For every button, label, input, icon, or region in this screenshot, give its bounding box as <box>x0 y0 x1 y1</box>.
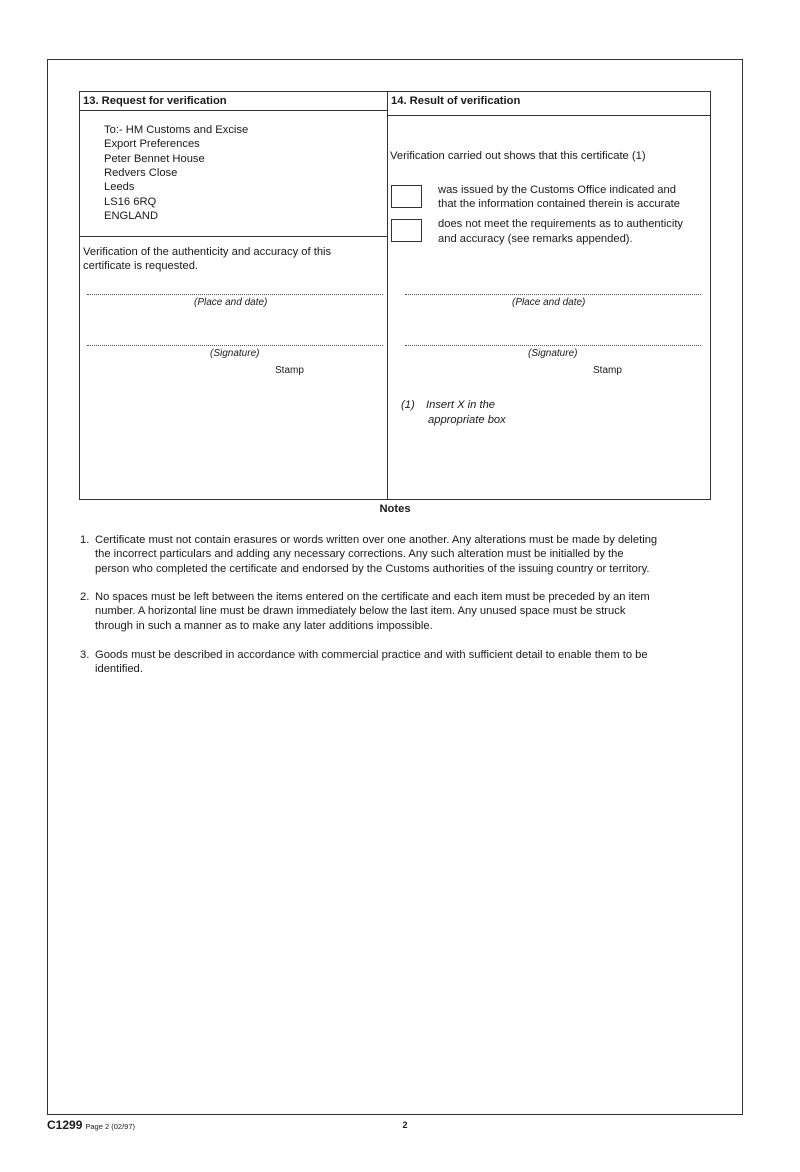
address-line: Redvers Close <box>104 167 178 179</box>
form-code-label: C1299 <box>47 1118 83 1132</box>
section-13-header-rule <box>80 110 387 111</box>
signature-line-14[interactable] <box>405 345 701 346</box>
option-not-authentic-text: and accuracy (see remarks appended). <box>438 233 633 245</box>
verification-intro: Verification carried out shows that this certificate (1) <box>390 150 646 162</box>
note-number: 1. <box>80 534 90 546</box>
place-date-label-13: (Place and date) <box>194 297 268 308</box>
note-line: identified. <box>95 663 143 676</box>
section-13-address-rule <box>80 236 387 237</box>
column-divider <box>387 92 388 499</box>
signature-label-14: (Signature) <box>528 348 578 359</box>
note-item <box>80 590 720 633</box>
request-text: Verification of the authenticity and accuracy of this <box>83 246 332 258</box>
note-line: the incorrect particulars and adding any necessary corrections. Any such alteration must be initialled by the <box>95 548 624 561</box>
signature-label-13: (Signature) <box>210 348 260 359</box>
request-text: certificate is requested. <box>83 260 199 272</box>
footnote-text: Insert X in the <box>426 399 496 411</box>
option-accurate-text: was issued by the Customs Office indicated and <box>438 184 676 196</box>
note-line: Goods must be described in accordance with commercial practice and with sufficient detail to enable them to be <box>95 649 648 661</box>
note-line: number. A horizontal line must be drawn immediately below the last item. Any unused space must be struck <box>95 605 626 618</box>
not-authentic-checkbox[interactable] <box>391 219 422 242</box>
option-accurate-text: that the information contained therein is accurate <box>438 198 680 210</box>
notes-title: Notes <box>379 503 411 515</box>
place-date-line-13[interactable] <box>87 294 383 295</box>
note-item <box>80 648 720 677</box>
form-info: Page 2 (02/97) <box>85 1122 135 1131</box>
address-line: Export Preferences <box>104 138 200 150</box>
note-line: through in such a manner as to make any later additions impossible. <box>95 619 433 632</box>
note-item <box>80 533 720 576</box>
address-line: To:- HM Customs and Excise <box>104 124 249 136</box>
section-14-title: 14. Result of verification <box>391 95 521 107</box>
place-date-label-14: (Place and date) <box>512 297 586 308</box>
note-line: No spaces must be left between the items entered on the certificate and each item must be preceded by an item <box>95 591 650 603</box>
address-line: Peter Bennet House <box>104 153 205 165</box>
footnote-text: appropriate box <box>428 414 506 426</box>
option-not-authentic-text: does not meet the requirements as to authenticity <box>438 218 684 230</box>
section-14-header-rule <box>388 115 710 116</box>
note-line: person who completed the certificate and endorsed by the Customs authorities of the issuing country or territory. <box>95 562 650 575</box>
address-line: ENGLAND <box>104 210 159 222</box>
address-line: LS16 6RQ <box>104 196 157 208</box>
section-13-title: 13. Request for verification <box>83 95 227 107</box>
signature-line-13[interactable] <box>87 345 383 346</box>
footnote-number: (1) <box>401 399 415 411</box>
page-number: 2 <box>402 1120 408 1130</box>
stamp-label-14: Stamp <box>593 365 622 376</box>
accurate-checkbox[interactable] <box>391 185 422 208</box>
note-number: 2. <box>80 591 90 603</box>
note-number: 3. <box>80 649 90 661</box>
stamp-label-13: Stamp <box>275 365 304 376</box>
place-date-line-14[interactable] <box>405 294 701 295</box>
note-line: Certificate must not contain erasures or words written over one another. Any alterations must be made by deleting <box>95 534 658 546</box>
address-line: Leeds <box>104 181 135 193</box>
